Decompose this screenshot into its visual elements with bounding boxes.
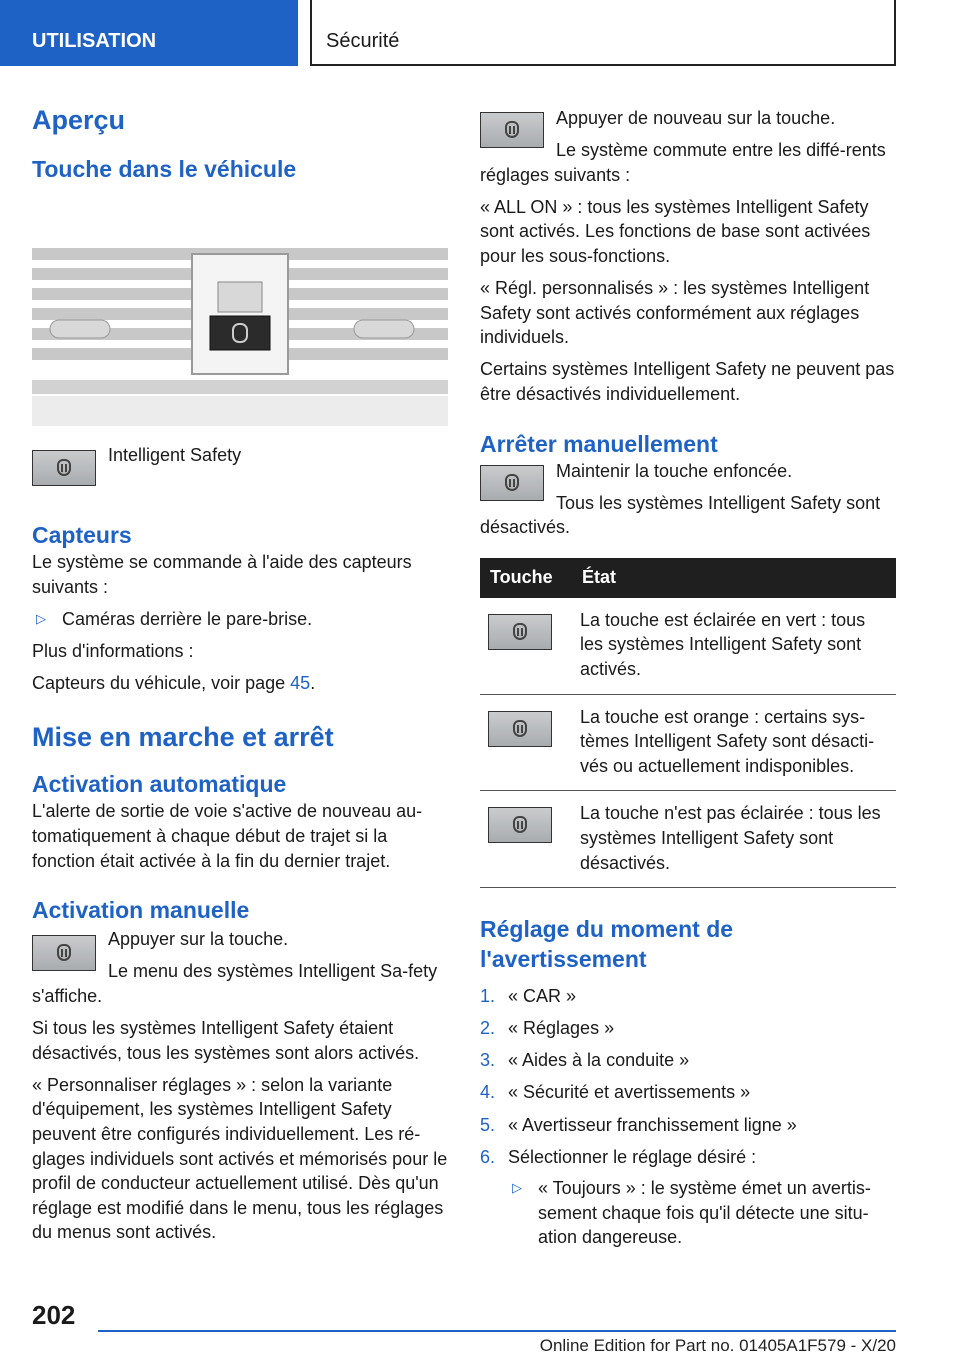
step-text: « Sécurité et avertissements » <box>508 1082 751 1103</box>
step-item <box>480 1113 896 1138</box>
left-column <box>32 100 448 1252</box>
step-text: « CAR » <box>508 986 577 1007</box>
heading-activation-manuelle: Activation manuelle <box>32 897 250 924</box>
intelligent-safety-key-icon <box>480 112 544 148</box>
intelligent-safety-key-icon <box>32 450 96 486</box>
step-text: Sélectionner le réglage désiré : <box>508 1146 757 1167</box>
right-p5: Certains systèmes Intelligent Safety ne peuvent pas être désactivés individuellement. <box>480 359 895 404</box>
footer-divider <box>98 1330 896 1332</box>
key-off-icon <box>488 807 552 843</box>
right-p2: Le système commute entre les diffé-rents réglages suivants : <box>480 140 886 185</box>
col-touche: Touche <box>480 558 572 598</box>
intelligent-safety-legend <box>32 442 448 492</box>
steps-list <box>480 984 896 1250</box>
vent-panel-illustration <box>32 204 448 426</box>
page-number: 202 <box>32 1300 76 1330</box>
key-cell <box>480 694 572 791</box>
step-number: 6. <box>480 1146 496 1167</box>
step-text: « Réglages » <box>508 1018 615 1039</box>
key-cell <box>480 791 572 888</box>
right-column <box>480 106 896 1258</box>
step-number: 4. <box>480 1082 496 1103</box>
step-number: 3. <box>480 1050 496 1071</box>
arret-p1: Maintenir la touche enfoncée. <box>556 460 793 481</box>
heading-apercu: Aperçu <box>32 105 126 135</box>
arret-block <box>480 459 896 540</box>
heading-capteurs: Capteurs <box>32 522 132 548</box>
edition-text: Online Edition for Part no. 01405A1F579 - X/20 <box>539 1336 896 1355</box>
heading-touche: Touche dans le véhicule <box>32 156 297 182</box>
key-state-table <box>480 558 896 888</box>
vehicle-button-photo <box>32 204 448 426</box>
capteurs-list <box>32 607 448 632</box>
manuelle-p2: Le menu des systèmes Intelligent Sa-fety s'affiche. <box>32 961 438 1006</box>
arret-p2: Tous les systèmes Intelligent Safety sont désactivés. <box>480 492 881 538</box>
page-link-45[interactable]: 45 <box>290 672 311 693</box>
step-item <box>480 1145 896 1250</box>
step-item <box>480 1016 896 1041</box>
right-p4: « Régl. personnalisés » : les systèmes Intelligent Safety sont activés conformément aux réglages individuels. <box>480 278 870 348</box>
step-text: « Aides à la conduite » <box>508 1050 690 1071</box>
manuelle-block <box>32 925 448 1008</box>
table-row <box>480 694 896 791</box>
capteurs-reference: Capteurs du véhicule, voir page 45. <box>32 672 316 693</box>
state-cell: La touche n'est pas éclairée : tous les systèmes Intelligent Safety sont désactivés. <box>572 791 896 888</box>
plus-info: Plus d'informations : <box>32 640 194 661</box>
heading-reglage: Réglage du moment de l'avertissement <box>480 916 734 973</box>
step-number: 2. <box>480 1018 496 1039</box>
manuelle-p4: « Personnaliser réglages » : selon la variante d'équipement, les systèmes Intelligent Safety peuvent être configurés individuellement. Les ré-glages individuels sont activés et mémorisés pour le profil de conducteur actuellement utilisé. Dès qu'un réglage est modifié dans le menu, tous les réglages du menus sont activés. <box>32 1074 448 1243</box>
right-p1: Appuyer de nouveau sur la touche. <box>556 108 836 128</box>
right-p3: « ALL ON » : tous les systèmes Intelligent Safety sont activés. Les fonctions de base sont activées pour les sous-fonctions. <box>480 196 871 266</box>
state-cell: La touche est éclairée en vert : tous les systèmes Intelligent Safety sont activés. <box>572 598 896 694</box>
sub-list <box>508 1176 896 1250</box>
manuelle-p1: Appuyer sur la touche. <box>108 929 289 950</box>
step-item <box>480 984 896 1009</box>
step-item <box>480 1080 896 1105</box>
step-number: 1. <box>480 986 496 1007</box>
table-row <box>480 598 896 694</box>
reference-text: Capteurs du véhicule, voir page <box>32 672 291 693</box>
step-number: 5. <box>480 1114 496 1135</box>
step-text: « Avertisseur franchissement ligne » <box>508 1114 797 1135</box>
heading-arreter: Arrêter manuellement <box>480 430 718 457</box>
heading-mise-en-marche: Mise en marche et arrêt <box>32 722 334 753</box>
intelligent-safety-key-icon <box>480 465 544 501</box>
legend-label: Intelligent Safety <box>108 445 242 465</box>
state-cell: La touche est orange : certains sys-tèmes Intelligent Safety sont désacti-vés ou actuellement indisponibles. <box>572 694 896 791</box>
capteurs-text: Le système se commande à l'aide des capteurs suivants : <box>32 552 412 597</box>
intelligent-safety-key-icon <box>32 935 96 971</box>
chapter-title: Sécurité <box>310 0 896 66</box>
key-green-icon <box>488 614 552 650</box>
table-row <box>480 791 896 888</box>
key-orange-icon <box>488 711 552 747</box>
manuelle-p3: Si tous les systèmes Intelligent Safety étaient désactivés, tous les systèmes sont alors activés. <box>32 1018 420 1063</box>
step-item <box>480 1048 896 1073</box>
press-again-block <box>480 106 896 187</box>
list-item: ▷ Caméras derrière le pare-brise. <box>32 607 448 632</box>
key-cell <box>480 598 572 694</box>
col-etat: État <box>572 558 896 598</box>
section-tab: UTILISATION <box>0 0 298 66</box>
page-header <box>0 0 960 66</box>
heading-activation-auto: Activation automatique <box>32 771 287 798</box>
table-header-row <box>480 558 896 598</box>
auto-text: L'alerte de sortie de voie s'active de nouveau au-tomatiquement à chaque début de trajet si la fonction était activée à la fin du dernier trajet. <box>32 801 423 871</box>
list-item: ▷ « Toujours » : le système émet un avertis-sement chaque fois qu'il détecte une situ-ation dangereuse. <box>508 1176 896 1250</box>
